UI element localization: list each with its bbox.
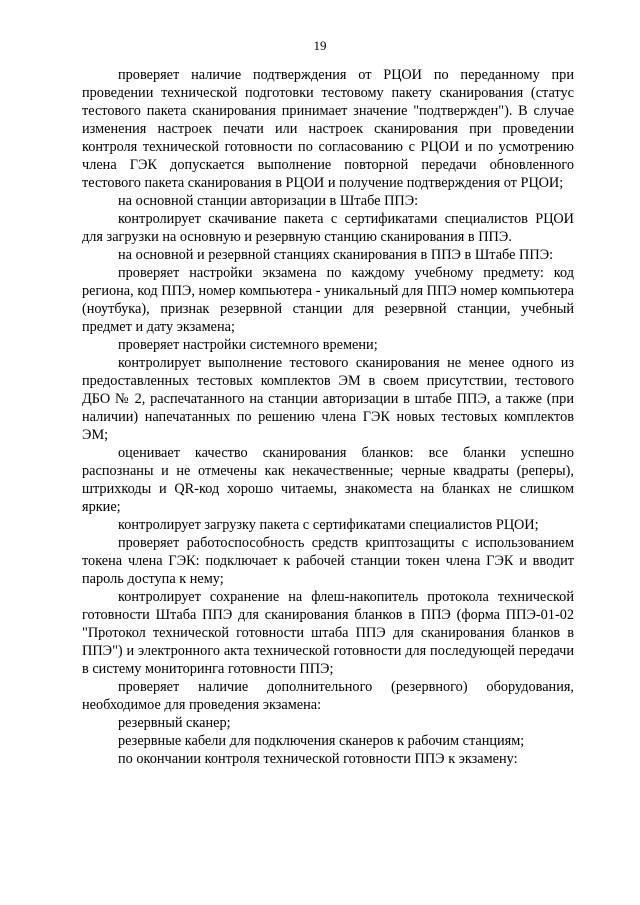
paragraph: контролирует скачивание пакета с сертификатами специалистов РЦОИ для загрузки на основную и резервную станцию сканирования в ППЭ. bbox=[82, 211, 574, 245]
paragraph: по окончании контроля технической готовности ППЭ к экзамену: bbox=[118, 751, 518, 767]
paragraph: проверяет настройки экзамена по каждому учебному предмету: код региона, код ППЭ, номер компьютера - уникальный для ППЭ номер компьютера (ноутбука), признак резервной станции для резервной станции, учебный предмет и дату экзамена; bbox=[82, 265, 574, 335]
paragraph: проверяет наличие дополнительного (резервного) оборудования, необходимое для проведения экзамена: bbox=[82, 679, 574, 713]
paragraph: проверяет настройки системного времени; bbox=[118, 337, 378, 353]
paragraph: резервный сканер; bbox=[118, 715, 231, 731]
paragraph: на основной станции авторизации в Штабе ППЭ: bbox=[118, 193, 419, 209]
paragraph: на основной и резервной станциях сканирования в ППЭ в Штабе ППЭ: bbox=[118, 247, 554, 263]
paragraph: контролирует сохранение на флеш-накопитель протокола технической готовности Штаба ППЭ для сканирования бланков в ППЭ (форма ППЭ-01-02 "Протокол технической готовности штаба ППЭ для сканирования бланков в ППЭ") и электронного акта технической готовности для последующей передачи в систему мониторинга готовности ППЭ; bbox=[82, 589, 574, 677]
paragraph: проверяет работоспособность средств криптозащиты с использованием токена члена ГЭК: подключает к рабочей станции токен члена ГЭК и вводит пароль доступа к нему; bbox=[82, 535, 574, 587]
paragraph: контролирует загрузку пакета с сертификатами специалистов РЦОИ; bbox=[118, 517, 539, 533]
paragraph: проверяет наличие подтверждения от РЦОИ по переданному при проведении технической подготовки тестовому пакету сканирования (статус тестового пакета сканирования принимает значение "подтвержден"). В случае изменения настроек печати или настроек сканирования при проведении контроля технической готовности по согласованию с РЦОИ и по усмотрению члена ГЭК допускается выполнение повторной передачи обновленного тестового пакета сканирования в РЦОИ и получение подтверждения от РЦОИ; bbox=[82, 67, 574, 191]
body-text bbox=[82, 66, 574, 768]
page-number: 19 bbox=[313, 38, 327, 53]
paragraph: резервные кабели для подключения сканеров к рабочим станциям; bbox=[118, 733, 525, 749]
paragraph: контролирует выполнение тестового сканирования не менее одного из предоставленных тестовых комплектов ЭМ в своем присутствии, тестового ДБО № 2, распечатанного на станции авторизации в штабе ППЭ, а также (при наличии) напечатанных по решению члена ГЭК новых тестовых комплектов ЭМ; bbox=[82, 355, 574, 443]
paragraph: оценивает качество сканирования бланков: все бланки успешно распознаны и не отмечены как некачественные; черные квадраты (реперы), штрихкоды и QR-код хорошо читаемы, знакоместа на бланках не слишком яркие; bbox=[82, 445, 574, 515]
